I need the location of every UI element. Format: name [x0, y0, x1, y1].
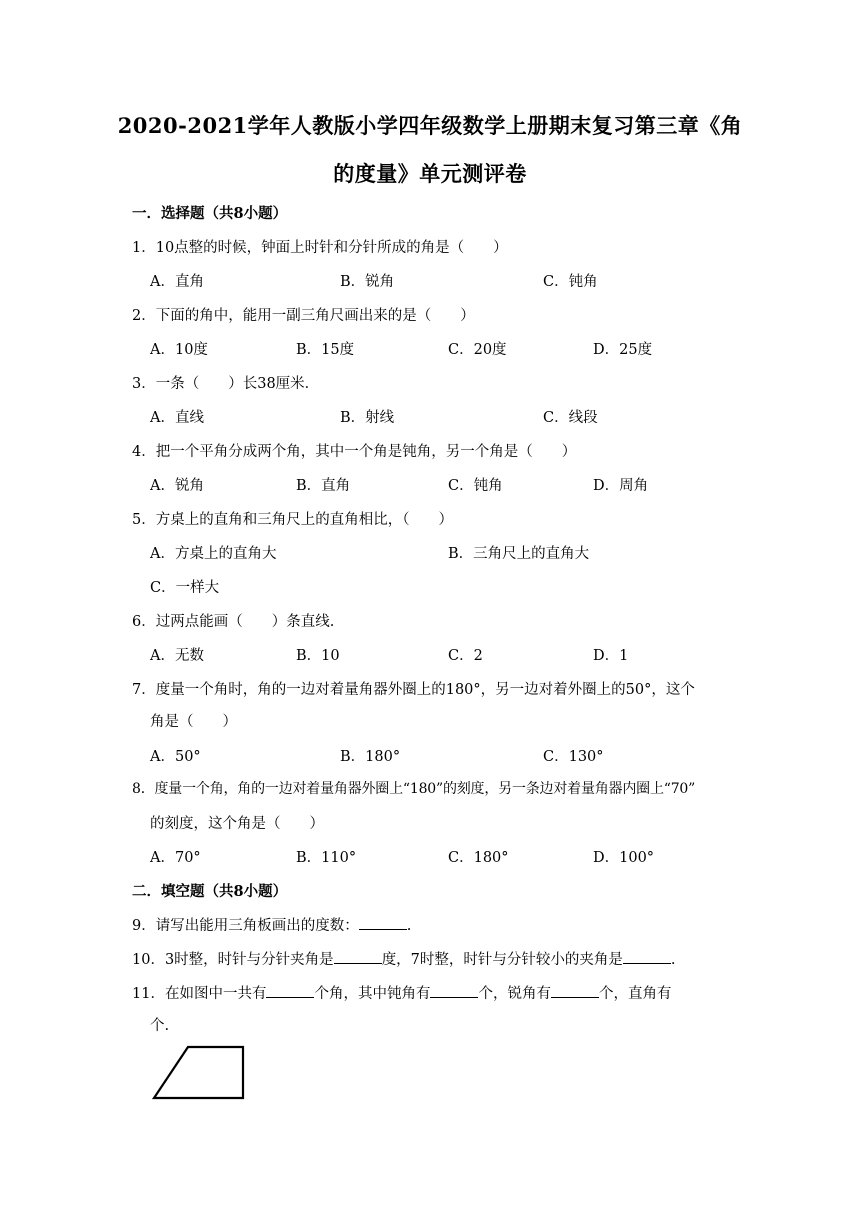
section-heading-fill: 二．填空题（共8小题）	[132, 883, 288, 900]
q9-text: 9．请写出能用三角板画出的度数：	[132, 918, 359, 934]
q11-part-3: 个，锐角有	[478, 986, 551, 1002]
q10-end: .	[670, 952, 676, 968]
q9-blank	[359, 915, 407, 930]
q3-option-c: C．线段	[543, 410, 598, 426]
q2-option-d: D．25度	[593, 342, 653, 358]
question-5: 5．方桌上的直角和三角尺上的直角相比，（ ）	[132, 512, 453, 528]
q5-option-c: C．一样大	[150, 580, 220, 596]
question-8-line-2: 的刻度，这个角是（ ）	[150, 816, 324, 832]
question-3: 3．一条（ ）长38厘米．	[132, 376, 320, 392]
question-9	[132, 914, 411, 935]
q7-option-a: A．50°	[150, 749, 201, 765]
q8-option-d: D．100°	[593, 850, 655, 866]
q9-end: .	[406, 918, 412, 934]
q6-option-c: C．2	[448, 648, 483, 664]
q7-option-c: C．130°	[543, 749, 604, 765]
question-6: 6．过两点能画（ ）条直线.	[132, 614, 335, 630]
question-7-line-2: 角是（ ）	[150, 714, 237, 730]
q4-option-c: C．钝角	[448, 478, 503, 494]
q3-option-b: B．射线	[340, 410, 395, 426]
q1-option-b: B．锐角	[340, 274, 395, 290]
q2-option-b: B．15度	[296, 342, 355, 358]
q11-blank-1	[266, 983, 314, 998]
q6-option-a: A．无数	[150, 648, 204, 664]
q4-option-d: D．周角	[593, 478, 649, 494]
question-4: 4．把一个平角分成两个角，其中一个角是钝角，另一个角是（ ）	[132, 444, 577, 460]
q11-blank-3	[551, 983, 599, 998]
q8-option-a: A．70°	[150, 850, 201, 866]
q11-blank-2	[430, 983, 478, 998]
q10-part-1: 10．3时整，时针与分针夹角是	[132, 952, 334, 968]
q3-option-a: A．直线	[150, 410, 204, 426]
question-2: 2．下面的角中，能用一副三角尺画出来的是（ ）	[132, 308, 475, 324]
q11-part-2: 个角，其中钝角有	[314, 986, 431, 1002]
section-heading-choice: 一．选择题（共8小题）	[132, 205, 288, 222]
question-7-line-1: 7．度量一个角时，角的一边对着量角器外圈上的180°，另一边对着外圈上的50°，这个	[132, 682, 695, 698]
question-1: 1．10点整的时候，钟面上时针和分针所成的角是（ ）	[132, 240, 508, 256]
q8-option-c: C．180°	[448, 850, 509, 866]
q1-option-a: A．直角	[150, 274, 204, 290]
q11-part-1: 11．在如图中一共有	[132, 986, 267, 1002]
q5-option-a: A．方桌上的直角大	[150, 546, 277, 562]
trapezoid-figure	[150, 1044, 250, 1102]
title-line-1: 2020-2021学年人教版小学四年级数学上册期末复习第三章《角	[117, 113, 743, 138]
question-8-line-1: 8．度量一个角，角的一边对着量角器外圈上“180”的刻度，另一条边对着量角器内圈上“70”	[132, 781, 696, 797]
q2-option-c: C．20度	[448, 342, 507, 358]
q10-blank-1	[334, 949, 382, 964]
q10-part-2: 度，7时整，时针与分针较小的夹角是	[381, 952, 623, 968]
title-line-2: 的度量》单元测评卷	[333, 161, 527, 186]
q10-blank-2	[623, 949, 671, 964]
q7-option-b: B．180°	[340, 749, 401, 765]
q4-option-b: B．直角	[296, 478, 351, 494]
q4-option-a: A．锐角	[150, 478, 204, 494]
q6-option-b: B．10	[296, 648, 340, 664]
question-11-line-1	[132, 982, 671, 1003]
q1-option-c: C．钝角	[543, 274, 598, 290]
trapezoid-shape	[154, 1047, 243, 1098]
q2-option-a: A．10度	[150, 342, 208, 358]
question-11-line-2: 个.	[150, 1018, 170, 1034]
q5-option-b: B．三角尺上的直角大	[448, 546, 590, 562]
question-10	[132, 948, 676, 969]
q6-option-d: D．1	[593, 648, 629, 664]
q11-part-4: 个，直角有	[598, 986, 672, 1002]
q8-option-b: B．110°	[296, 850, 357, 866]
